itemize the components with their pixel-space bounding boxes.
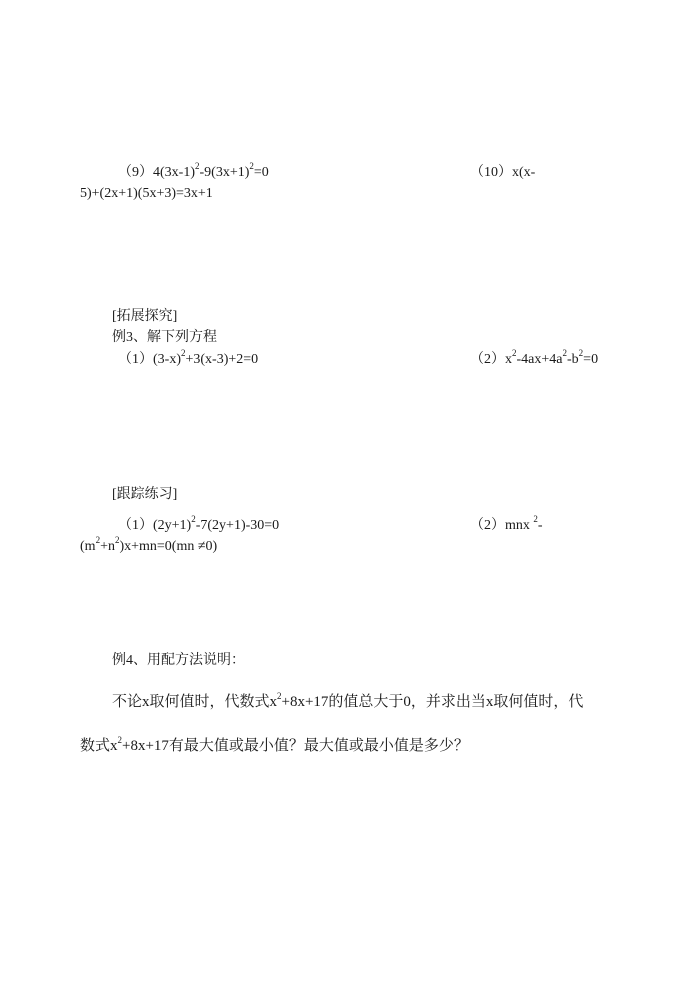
extension-heading: [拓展探究] (112, 309, 178, 324)
exponent: 2 (181, 348, 186, 359)
equation-part: (2y+1) (153, 518, 192, 533)
exponent: 2 (578, 348, 584, 359)
exponent: 2 (191, 514, 196, 525)
example-3-problem-1 (118, 348, 259, 369)
practice-heading: [跟踪练习] (112, 487, 178, 502)
equation-part: -4ax+4a (516, 352, 563, 367)
equation-part: x(x- (512, 165, 536, 180)
problem-number: （9） (118, 165, 153, 180)
practice-problem-1 (118, 514, 280, 535)
exponent: 2 (95, 535, 101, 546)
equation-part: - (537, 518, 543, 533)
problem-number: （1） (118, 352, 153, 367)
example-4-line-2 (80, 737, 469, 755)
exponent: 2 (512, 348, 517, 359)
equation-part: =0 (253, 165, 269, 180)
exponent: 2 (114, 535, 120, 546)
equation-part: )x+mn=0(mn ≠0) (119, 539, 218, 554)
equation-part: -7(2y+1)-30=0 (195, 518, 280, 533)
equation-part: x (505, 352, 512, 367)
text-part: 数式x (80, 738, 118, 754)
exponent: 2 (249, 161, 254, 172)
example-3-problem-2 (470, 348, 599, 369)
equation-part: -b (567, 352, 579, 367)
equation-part: mnx (505, 518, 530, 533)
exponent: 2 (562, 348, 567, 359)
example-4-title: 例4、用配方法说明： (112, 653, 245, 668)
problem-10-line-1 (470, 164, 535, 182)
problem-number: （1） (118, 518, 153, 533)
equation-part: =0 (583, 352, 599, 367)
problem-number: （2） (470, 352, 505, 367)
exponent: 2 (533, 514, 538, 525)
exponent: 2 (195, 161, 200, 172)
equation-part: (3-x) (153, 352, 181, 367)
problem-number: （2） (470, 518, 505, 533)
equation-part: +n (100, 539, 115, 554)
example-3-title: 例3、解下列方程 (112, 330, 217, 345)
problem-number: （10） (470, 165, 512, 180)
text-part: 不论x取何值时，代数式x (112, 694, 278, 710)
exponent: 2 (117, 735, 123, 745)
problem-9 (118, 161, 269, 182)
equation-part: (m (80, 539, 96, 554)
problem-10-line-2: 5)+(2x+1)(5x+3)=3x+1 (80, 186, 213, 201)
text-part: +8x+17的值总大于0，并求出当x取何值时，代 (281, 694, 584, 710)
text-part: +8x+17有最大值或最小值？最大值或最小值是多少？ (122, 738, 469, 754)
practice-problem-2-line-1 (470, 514, 543, 535)
practice-problem-2-line-2 (80, 535, 218, 556)
equation-part: +3(x-3)+2=0 (185, 352, 259, 367)
example-4-line-1 (112, 693, 583, 711)
equation-part: -9(3x+1) (199, 165, 250, 180)
equation-part: 4(3x-1) (153, 165, 195, 180)
exponent: 2 (277, 691, 282, 701)
